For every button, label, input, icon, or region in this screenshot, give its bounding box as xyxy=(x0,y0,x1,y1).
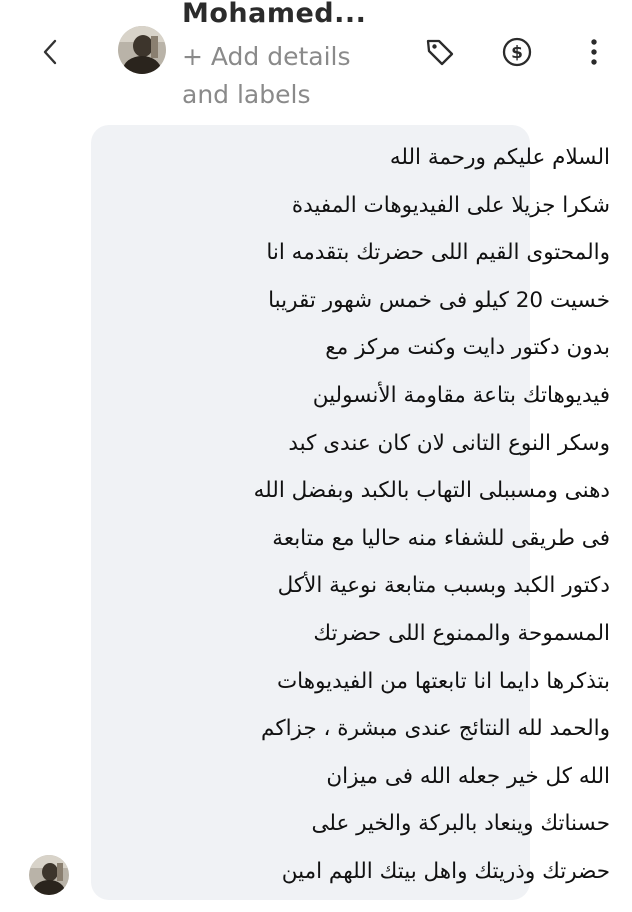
add-details-link[interactable]: + Add details and labels xyxy=(182,42,351,109)
chevron-left-icon xyxy=(40,38,60,66)
message-line: فى طريقى للشفاء منه حاليا مع متابعة xyxy=(272,525,610,551)
message-line: بتذكرها دايما انا تابعتها من الفيديوهات xyxy=(276,668,610,694)
message-line: الله كل خير جعله الله فى ميزان xyxy=(326,763,610,789)
message-line: حضرتك وذريتك واهل بيتك اللهم امين xyxy=(281,858,610,884)
message-line: حسناتك وينعاد بالبركة والخير على xyxy=(311,811,610,837)
message-line: بدون دكتور دايت وكنت مركز مع xyxy=(325,335,610,361)
label-button[interactable] xyxy=(420,32,460,72)
more-options-button[interactable] xyxy=(574,32,614,72)
message-line: شكرا جزيلا على الفيديوهات المفيدة xyxy=(291,192,610,218)
contact-name[interactable]: Mohamed... xyxy=(182,0,367,29)
contact-avatar[interactable] xyxy=(118,26,166,74)
payment-button[interactable] xyxy=(497,32,537,72)
more-vertical-icon xyxy=(588,37,600,67)
message-line: فيديوهاتك بتاعة مقاومة الأنسولين xyxy=(312,382,610,408)
message-line: والمحتوى القيم اللى حضرتك بتقدمه انا xyxy=(266,240,610,266)
chat-header xyxy=(0,0,632,118)
dollar-circle-icon xyxy=(501,36,533,68)
message-line: وسكر النوع التانى لان كان عندى كبد xyxy=(288,430,610,456)
message-line: المسموحة والممنوع اللى حضرتك xyxy=(313,620,610,646)
sender-avatar[interactable] xyxy=(29,855,69,895)
message-line: دكتور الكبد وبسبب متابعة نوعية الأكل xyxy=(277,573,610,599)
message-line: دهنى ومسببلى التهاب بالكبد وبفضل الله xyxy=(253,478,610,504)
message-line: والحمد لله النتائج عندى مبشرة ، جزاكم xyxy=(261,716,610,742)
svg-text:$: $ xyxy=(511,43,523,63)
message-line: خسيت 20 كيلو فى خمس شهور تقريبا xyxy=(268,287,610,313)
message-text xyxy=(180,134,610,896)
tag-icon xyxy=(424,36,456,68)
back-button[interactable] xyxy=(34,32,66,72)
message-line: السلام عليكم ورحمة الله xyxy=(389,145,610,170)
